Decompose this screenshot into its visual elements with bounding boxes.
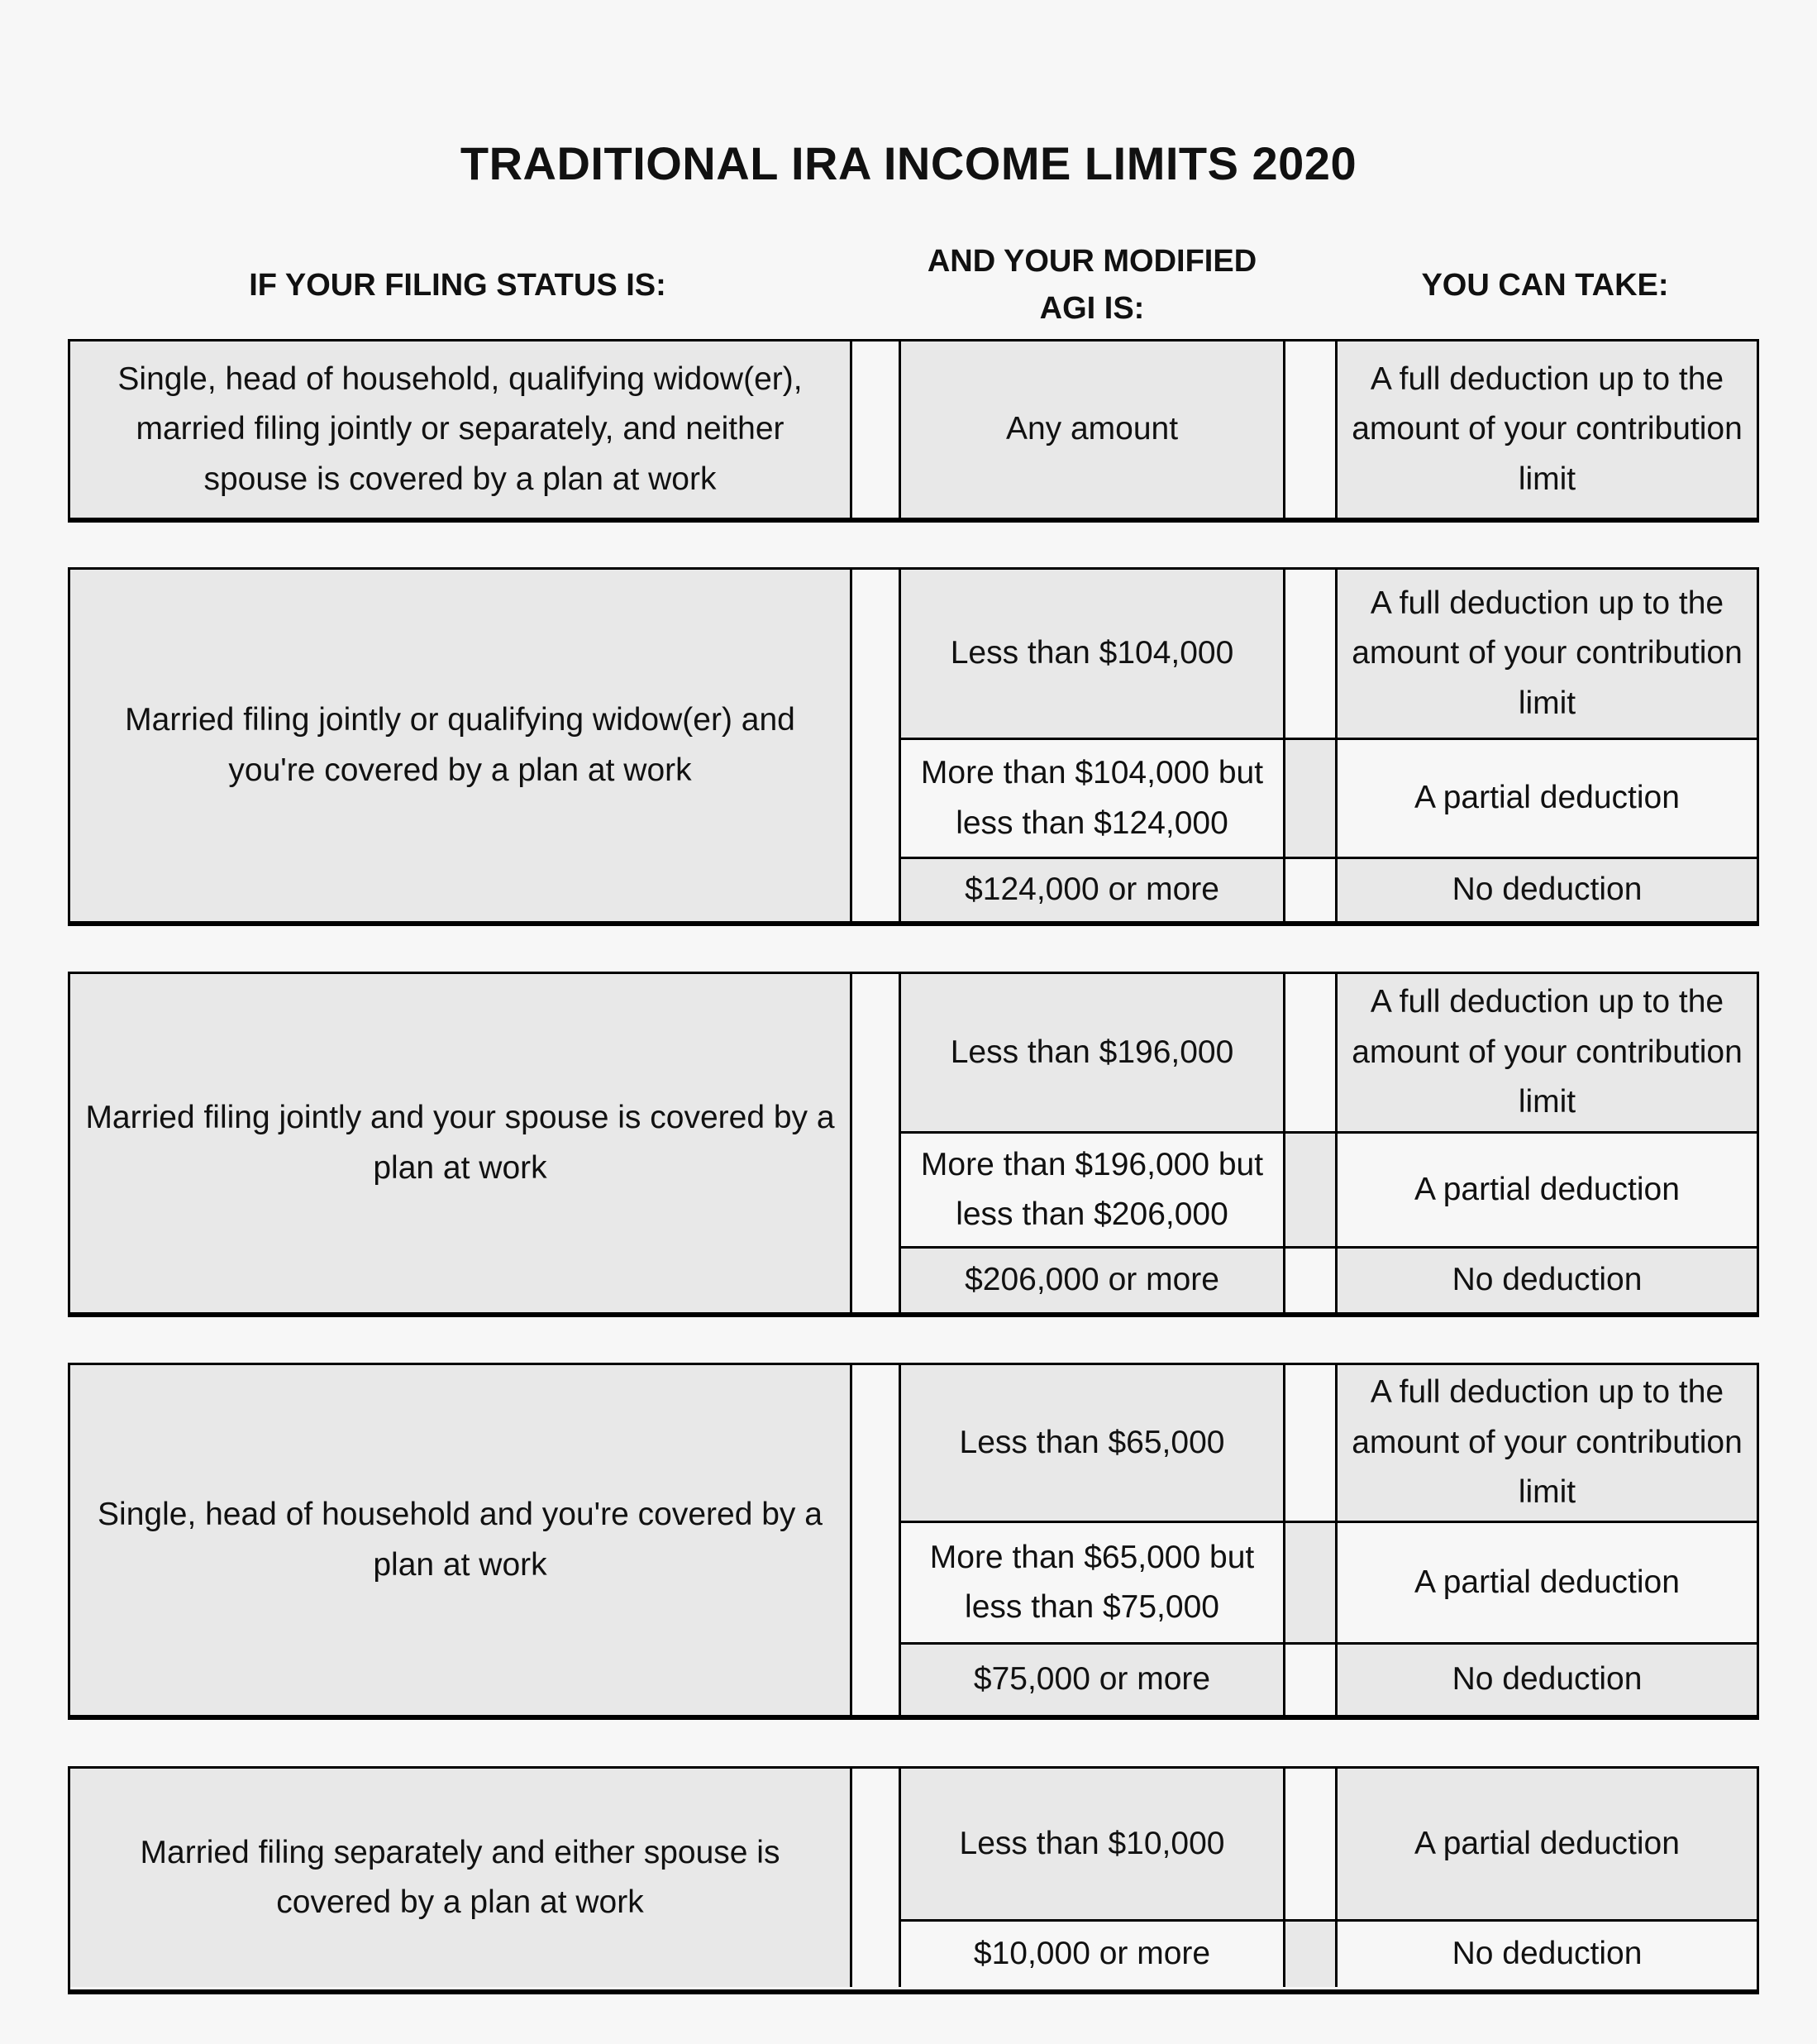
header-filing-status: IF YOUR FILING STATUS IS: [249,267,666,303]
spacer-cell [850,570,899,921]
spacer-cell [1283,974,1335,1131]
deduction-cell: A full deduction up to the amount of your contribution limit [1335,1365,1757,1521]
agi-cell: Less than $196,000 [899,974,1283,1131]
agi-cell: $75,000 or more [899,1642,1283,1715]
spacer-cell [1283,1365,1335,1521]
page-title: TRADITIONAL IRA INCOME LIMITS 2020 [460,137,1357,189]
agi-cell: $206,000 or more [899,1246,1283,1312]
agi-cell: More than $196,000 but less than $206,000 [899,1131,1283,1246]
agi-cell: More than $104,000 but less than $124,000 [899,738,1283,857]
spacer-cell [1283,1769,1335,1919]
deduction-cell: No deduction [1335,857,1757,921]
income-group-4 [68,1363,1759,1720]
spacer-cell [1283,341,1335,518]
spacer-cell [850,1769,899,1987]
spacer-cell [850,974,899,1312]
spacer-cell [1283,738,1335,857]
header-you-can-take: YOU CAN TAKE: [1421,267,1669,303]
agi-cell: Any amount [899,341,1283,518]
filing-status-cell: Single, head of household and you're covered by a plan at work [70,1365,850,1715]
spacer-cell [1283,1919,1335,1987]
deduction-cell: No deduction [1335,1246,1757,1312]
spacer-cell [1283,1642,1335,1715]
spacer-cell [850,341,899,518]
agi-cell: Less than $10,000 [899,1769,1283,1919]
spacer-cell [850,1365,899,1715]
agi-cell: $124,000 or more [899,857,1283,921]
deduction-cell: A full deduction up to the amount of your contribution limit [1335,974,1757,1131]
income-group-3 [68,972,1759,1317]
spacer-cell [1283,1521,1335,1642]
filing-status-cell: Single, head of household, qualifying widow(er), married filing jointly or separately, and neither spouse is covered by a plan at work [70,341,850,518]
agi-cell: $10,000 or more [899,1919,1283,1987]
deduction-cell: A partial deduction [1335,738,1757,857]
income-group-1 [68,339,1759,523]
spacer-cell [1283,857,1335,921]
header-modified-agi: AND YOUR MODIFIED AGI IS: [927,244,1257,326]
income-group-2 [68,567,1759,926]
deduction-cell: A full deduction up to the amount of your contribution limit [1335,341,1757,518]
filing-status-cell: Married filing separately and either spouse is covered by a plan at work [70,1769,850,1987]
income-group-5 [68,1766,1759,1994]
deduction-cell: No deduction [1335,1642,1757,1715]
filing-status-cell: Married filing jointly and your spouse is covered by a plan at work [70,974,850,1312]
deduction-cell: A partial deduction [1335,1521,1757,1642]
deduction-cell: A full deduction up to the amount of your contribution limit [1335,570,1757,738]
deduction-cell: No deduction [1335,1919,1757,1987]
agi-cell: Less than $65,000 [899,1365,1283,1521]
deduction-cell: A partial deduction [1335,1131,1757,1246]
deduction-cell: A partial deduction [1335,1769,1757,1919]
agi-cell: More than $65,000 but less than $75,000 [899,1521,1283,1642]
filing-status-cell: Married filing jointly or qualifying widow(er) and you're covered by a plan at work [70,570,850,921]
spacer-cell [1283,1246,1335,1312]
agi-cell: Less than $104,000 [899,570,1283,738]
spacer-cell [1283,1131,1335,1246]
spacer-cell [1283,570,1335,738]
